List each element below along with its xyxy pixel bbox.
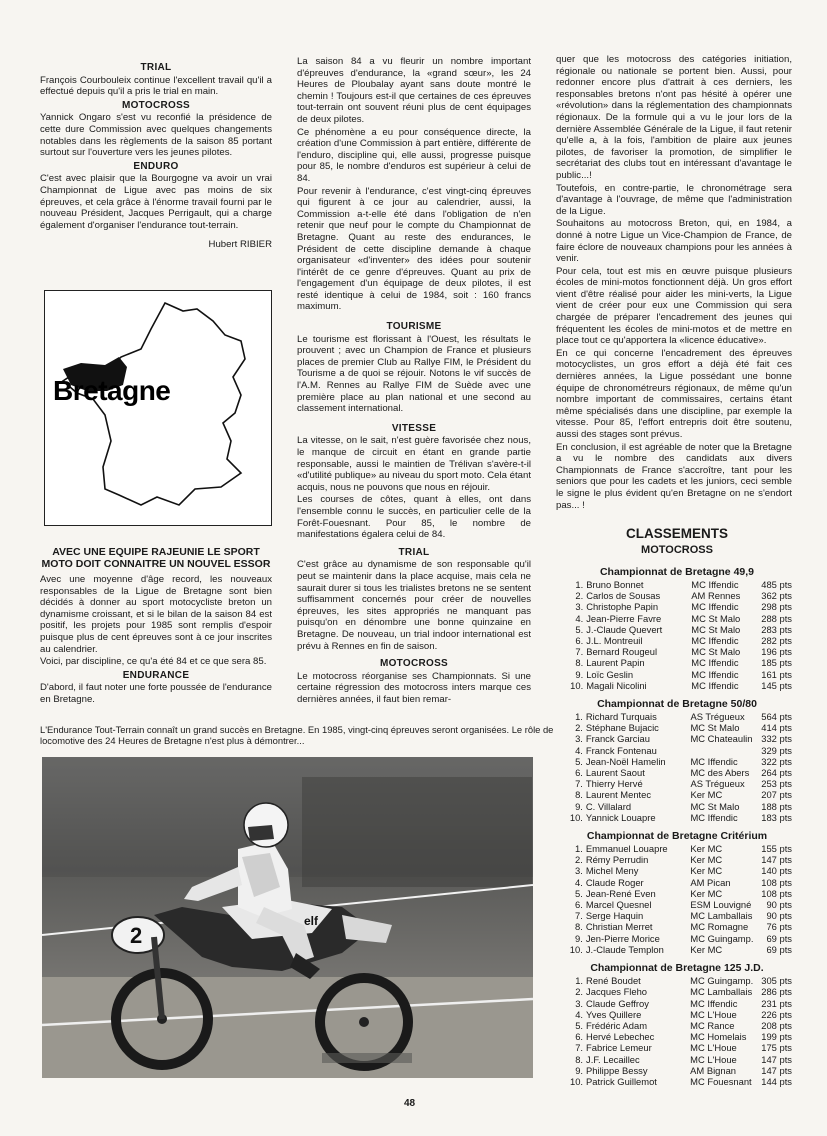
rank-pos: 9. [575, 800, 583, 812]
rank-name: Marcel Quesnel [585, 899, 652, 911]
rank-pos: 5. [575, 1019, 584, 1031]
rank-name: Philippe Bessy [586, 1064, 648, 1076]
rank-pts: 155 pts [761, 843, 792, 855]
table-row [562, 899, 792, 910]
motocross-heading-2: MOTOCROSS [379, 658, 449, 670]
rank-club [690, 745, 761, 756]
tourisme-heading: TOURISME [386, 321, 442, 333]
ranking-table [562, 579, 792, 691]
rank-pts: 208 pts [761, 1019, 792, 1031]
rank-pts: 108 pts [761, 876, 792, 888]
rank-name: J.-Claude Templon [585, 943, 664, 955]
table-row [562, 1020, 792, 1031]
rank-pts: 288 pts [761, 612, 792, 624]
map-label: Bretagne [53, 375, 171, 406]
championship-title: Championnat de Bretagne Critérium [586, 830, 768, 843]
rank-pts: 305 pts [761, 975, 792, 987]
rank-name: Richard Turquais [585, 711, 657, 723]
rank-pts: 253 pts [761, 778, 792, 790]
rank-club: MC Iffendic [691, 679, 739, 691]
rank-name: Emmanuel Louapre [585, 843, 668, 855]
table-row [562, 910, 792, 921]
rank-name: Jean-Noël Hamelin [585, 755, 666, 767]
rank-name: C. Villalard [585, 800, 632, 812]
table-row [562, 680, 792, 691]
enduro-heading: ENDURO [133, 160, 179, 172]
table-row [562, 711, 792, 722]
rank-pos: 10. [569, 943, 583, 955]
col3-p1: quer que les motocross des catégories initiation, régionale ou nationale se portent bien. Aussi, pour redonner encore plus d'attrait à ces derniers, les responsables bretons n'ont pas hésité à opérer une «révolution» dans la réglementation des championnats régionaux. De la formule qui a vu le jour lors de la dernière Assemblée Générale de la Ligue, il faut retenir qu'elle a, à la fois, l'ambition de plaire aux jeunes pilotes, de favoriser la promotion, de simplifier le secrétariat des clubs tout en intéressant d'avantage le public...! [556, 54, 792, 181]
rank-name: Jean-René Even [585, 887, 656, 899]
article-p1: Avec une moyenne d'âge record, les nouveaux responsables de la Ligue de Bretagne sont bien décidés à donner au sport motocycliste breton un dynamisme croissant, et si le bilan de la saison 84 est positif, les projets pour 1985 sont remplis d'espoir puisque plus de cent épreuves sont à ce jour inscrites au calendrier. [40, 574, 272, 655]
rank-pos: 9. [575, 932, 583, 944]
table-row [562, 733, 792, 744]
rank-club: MC Homelais [690, 1031, 747, 1043]
championship-title: Championnat de Bretagne 125 J.D. [590, 962, 764, 975]
rank-name: Laurent Mentec [585, 789, 652, 801]
table-row [562, 756, 792, 767]
rank-pts: 322 pts [761, 755, 792, 767]
rank-pos: 1. [575, 711, 583, 723]
rank-pos: 6. [575, 1031, 584, 1043]
rank-pts: 108 pts [761, 887, 792, 899]
col3-p4: Pour cela, tout est mis en œuvre puisque plusieurs écoles de mini-motos fonctionnent déjà. Un gros effort vient d'être réalisé pour aider les mini-verts, la Ligue vient de créer pour eux une Commission qui sera chargée de préparer l'encadrement des jeunes qui fréquentent les écoles de mini-motos et de mettre en place tout ce qu'apportera la «licence éducative». [556, 265, 792, 347]
rank-pos: 2. [575, 722, 583, 734]
rank-name: Rémy Perrudin [585, 854, 649, 866]
championship-title: Championnat de Bretagne 49,9 [599, 566, 755, 578]
rank-club: MC Iffendic [690, 755, 738, 767]
rank-pts: 140 pts [761, 865, 792, 877]
rank-pos: 9. [575, 668, 584, 680]
sponsor-logo: elf [304, 914, 319, 928]
rank-name: Fabrice Lemeur [586, 1042, 652, 1054]
col3-p2: Toutefois, en contre-partie, le chronométrage sera d'avantage à l'ouvrage, de même que l'administration de la Ligue. [556, 182, 792, 217]
rank-club: MC Lamballais [690, 910, 753, 922]
table-row [562, 854, 792, 865]
rank-name: Frédéric Adam [586, 1019, 648, 1031]
endurance-heading: ENDURANCE [122, 669, 190, 681]
rank-name: Patrick Guillemot [586, 1075, 657, 1087]
rank-pos: 5. [575, 887, 583, 899]
rank-pos: 8. [575, 657, 584, 669]
rank-pts: 264 pts [761, 767, 792, 779]
rank-club: MC L'Houe [690, 1008, 737, 1020]
rank-pts: 226 pts [761, 1008, 792, 1020]
rank-pos: 5. [575, 755, 583, 767]
col2-p1: La saison 84 a vu fleurir un nombre important d'épreuves d'endurance, la «grand sœur», les 24 Heures de Ploubalay ayant sans doute montré le chemin ! Toujours est-il que certaines de ces épreuves tout-terrain ont souvent réuni plus de cent équipages de deux pilotes. [297, 56, 531, 125]
ranking-table [562, 975, 792, 1087]
rank-name: Jen-Pierre Morice [585, 932, 660, 944]
article-headline: AVEC UNE EQUIPE RAJEUNIE LE SPORT MOTO DOIT CONNAITRE UN NOUVEL ESSOR [41, 546, 271, 570]
rank-pts: 332 pts [761, 733, 792, 745]
rank-pos: 7. [575, 646, 584, 658]
table-row [562, 601, 792, 612]
rank-name: Jean-Pierre Favre [586, 612, 662, 624]
rank-club: MC Rance [690, 1019, 735, 1031]
rank-pts: 145 pts [761, 679, 792, 691]
rank-pts: 362 pts [761, 590, 792, 602]
rank-name: Yannick Louapre [585, 811, 656, 823]
signature: Hubert RIBIER [208, 239, 272, 251]
rank-pts: 485 pts [761, 579, 792, 590]
classements-title: CLASSEMENTS [625, 526, 728, 541]
rank-pts: 286 pts [761, 986, 792, 998]
col3-p5: En ce qui concerne l'encadrement des épreuves motocyclistes, un gros effort a déjà été fait ces dernières années, la Ligue possédant une bonne équipe de chronométreurs régionaux, de même qu'un nombre important de commissaires, certains étant même spécialisés dans une discipline, par exemple la vitesse. Pour 85, l'effort entrepris doit être soutenu, aussi des stages sont prévus. [556, 347, 792, 440]
rank-club: Ker MC [690, 865, 723, 877]
rank-pos: 7. [575, 1042, 584, 1054]
rank-pts: 282 pts [761, 635, 792, 647]
rank-club: MC Iffendic [691, 668, 739, 680]
table-row [562, 624, 792, 635]
rank-pts: 185 pts [761, 657, 792, 669]
table-row [562, 613, 792, 624]
motorcycle-rider-photo-icon [42, 757, 533, 1078]
table-row [562, 801, 792, 812]
rank-pts: 298 pts [761, 601, 792, 613]
rank-name: Christian Merret [585, 921, 653, 933]
rank-pts: 414 pts [761, 722, 792, 734]
rank-pts: 188 pts [761, 800, 792, 812]
rank-club: MC Chateaulin [690, 733, 753, 745]
rank-club: Ker MC [690, 789, 723, 801]
trial-text: François Courbouleix continue l'excellent travail qu'il a effectué depuis qu'il a pris le trial en main. [40, 74, 272, 98]
rank-pts: 329 pts [761, 744, 792, 756]
rank-name: Loïc Geslin [586, 668, 634, 680]
table-row [562, 579, 792, 590]
rank-name: Carlos de Sousas [586, 590, 661, 602]
col2-p8: Le motocross réorganise ses Championnats. Si une certaine régression des motocross inters marque ces dernières années, il faut bien remar- [297, 670, 531, 705]
rank-name: Christophe Papin [586, 601, 659, 613]
rank-pos: 8. [575, 921, 583, 933]
rank-pos: 4. [575, 744, 583, 756]
rank-club: MC des Abers [690, 767, 750, 779]
rank-club: MC Lamballais [690, 986, 753, 998]
rank-name: J.-Claude Quevert [586, 623, 663, 635]
rank-pos: 2. [575, 590, 584, 602]
rank-name: Franck Garciau [585, 733, 650, 745]
motocross-heading: MOTOCROSS [121, 99, 191, 111]
rank-name: Laurent Saout [585, 767, 645, 779]
rank-name: Franck Fontenau [585, 744, 657, 756]
rank-name: J.L. Montreuil [586, 635, 643, 647]
rank-name: Claude Roger [585, 876, 644, 888]
ranking-table [562, 711, 792, 823]
rank-club: ESM Louvigné [690, 899, 752, 911]
rank-name: Stéphane Bujacic [585, 722, 659, 734]
rank-pts: 144 pts [761, 1075, 792, 1087]
table-row [562, 998, 792, 1009]
rank-pts: 161 pts [761, 668, 792, 680]
rank-pos: 3. [575, 865, 583, 877]
rank-pos: 1. [575, 975, 584, 987]
table-row [562, 921, 792, 932]
rank-name: Yves Quillere [586, 1008, 642, 1020]
rank-pts: 147 pts [761, 854, 792, 866]
table-row [562, 1065, 792, 1076]
rank-club: MC Fouesnant [690, 1075, 752, 1087]
table-row [562, 789, 792, 800]
championships-list [562, 566, 792, 1087]
rank-pts: 183 pts [761, 811, 792, 823]
table-row [562, 745, 792, 756]
rank-pos: 9. [575, 1064, 584, 1076]
rank-pos: 4. [575, 876, 583, 888]
rank-club: MC Iffendic [691, 657, 739, 669]
rank-club: AM Pican [690, 876, 731, 888]
table-row [562, 865, 792, 876]
rank-club: MC Iffendic [691, 635, 739, 647]
rank-pos: 7. [575, 910, 583, 922]
rank-pts: 90 pts [766, 910, 792, 922]
article-p3: D'abord, il faut noter une forte poussée de l'endurance en Bretagne. [40, 682, 272, 705]
table-row [562, 877, 792, 888]
rank-pos: 4. [575, 1008, 584, 1020]
rank-club: Ker MC [690, 854, 723, 866]
rank-pos: 10. [570, 679, 584, 691]
rank-name: Laurent Papin [586, 657, 645, 669]
rank-club: MC Guingamp. [690, 932, 754, 944]
rank-name: Claude Geffroy [586, 997, 649, 1009]
rank-pos: 2. [575, 854, 583, 866]
rank-pos: 3. [575, 733, 583, 745]
table-row [562, 975, 792, 986]
rank-pts: 231 pts [761, 997, 792, 1009]
col3-p6: En conclusion, il est agréable de noter que la Bretagne a vu le nombre des candidats aux divers Championnats de France s'accroître, tant pour les seniors que pour les cadets et les juniors, ceci semble le signe le plus évident qu'en Bretagne on ne s'endort pas... ! [556, 441, 792, 511]
rank-club: MC Iffendic [691, 579, 739, 590]
rank-pos: 2. [575, 986, 584, 998]
page-number: 48 [404, 1098, 416, 1109]
rank-pts: 199 pts [761, 1031, 792, 1043]
table-row [562, 888, 792, 899]
bretagne-map [44, 290, 272, 526]
table-row [562, 843, 792, 854]
column-middle [297, 56, 531, 706]
col2-p6: Les courses de côtes, quant à elles, ont dans l'ensemble connu le succès, en particulier celle de la Forêt-Fouesnant. Pour 85, le nombre de manifestations égalera celui de 84. [297, 494, 531, 541]
rank-club: AS Trégueux [690, 778, 745, 790]
rank-name: Michel Meny [585, 865, 639, 877]
table-row [562, 1076, 792, 1087]
rank-club: MC Romagne [690, 921, 749, 933]
rank-club: MC Iffendic [691, 601, 739, 613]
rank-club: Ker MC [690, 943, 723, 955]
enduro-text: C'est avec plaisir que la Bourgogne va avoir un vrai Championnat de Ligue avec pas moins de six épreuves, et cela grâce à l'énorme travail fourni par le nouveau Président, Jacques Perrigault, qui a charge également d'organiser l'endurance tout-terrain. [40, 173, 272, 231]
rank-pts: 90 pts [766, 899, 792, 911]
col2-p3: Pour revenir à l'endurance, c'est vingt-cinq épreuves qui figurent à ce jour au calendrier, aussi, la Commission a-t-elle été dans l'obligation de n'en retenir que neuf pour le compte du Championnat de Bretagne. Quant au reste des endurances, le Président de cette discipline demande à chaque organisateur «d'inventer» des idées pour soutenir l'intérêt de ce genre d'épreuves. Quant au prix de l'engagement d'un équipage de deux pilotes, il est resté identique à celui de 1984, soit : 160 francs maximum. [297, 185, 531, 313]
classements-subtitle: MOTOCROSS [641, 544, 713, 556]
rank-name: Bernard Rougeul [586, 646, 658, 658]
table-row [562, 669, 792, 680]
table-row [562, 778, 792, 789]
rank-pos: 3. [575, 997, 584, 1009]
rank-club: MC St Malo [690, 722, 740, 734]
rank-pts: 147 pts [761, 1053, 792, 1065]
article-left [40, 542, 272, 707]
rank-pos: 6. [575, 899, 583, 911]
rank-pos: 4. [575, 612, 584, 624]
rank-club: Ker MC [690, 887, 723, 899]
rank-pos: 10. [569, 811, 583, 823]
trial-heading-2: TRIAL [398, 546, 430, 558]
rank-name: René Boudet [586, 975, 641, 987]
table-row [562, 635, 792, 646]
rank-club: MC St Malo [691, 646, 741, 658]
rank-club: MC Guingamp. [690, 975, 754, 987]
table-row [562, 812, 792, 823]
table-row [562, 722, 792, 733]
col2-p5: La vitesse, on le sait, n'est guère favorisée chez nous, le manque de circuit en étant en grande partie responsable, aussi le maintien de Trélivan s'avère-t-il «d'utilité publique» au niveau du sport moto. Cela étant acquis, nous ne pouvons que nous en réjouir. [297, 435, 531, 493]
table-row [562, 1042, 792, 1053]
col2-p7: C'est grâce au dynamisme de son responsable qu'il peut se maintenir dans la place acquise, mais cela ne saurait durer si tous les trialistes bretons ne se sentent suffisamment concernés pour créer de nouvelles épreuves, les sites appropriés ne manquant pas puisqu'on en dénombre une bonne quinzaine en Bretagne. De nouveau, un trial indoor international est prévu à Rennes en fin de saison. [297, 559, 531, 652]
rank-pts: 283 pts [761, 623, 792, 635]
rank-club: MC St Malo [691, 623, 741, 635]
rank-pts: 69 pts [766, 932, 792, 944]
table-row [562, 986, 792, 997]
rank-club: MC L'Houe [690, 1042, 737, 1054]
table-row [562, 1054, 792, 1065]
rank-pts: 175 pts [761, 1042, 792, 1054]
rank-name: Jacques Fleho [586, 986, 648, 998]
rank-pts: 207 pts [761, 789, 792, 801]
classements [562, 526, 792, 1087]
motocross-photo [42, 757, 533, 1078]
number-plate: 2 [130, 923, 143, 948]
rank-pts: 196 pts [761, 646, 792, 658]
table-row [562, 1009, 792, 1020]
rank-club: AM Bignan [690, 1064, 737, 1076]
rank-club: AM Rennes [691, 590, 741, 602]
france-map-icon [45, 291, 271, 525]
rank-club: AS Trégueux [690, 711, 745, 723]
rank-name: Thierry Hervé [585, 778, 643, 790]
table-row [562, 646, 792, 657]
rank-pos: 3. [575, 601, 584, 613]
rank-club: Ker MC [690, 843, 723, 855]
rank-pos: 5. [575, 623, 584, 635]
column-right [556, 54, 792, 512]
table-row [562, 767, 792, 778]
rank-pos: 1. [575, 579, 584, 590]
rank-pts: 69 pts [766, 943, 792, 955]
col2-p4: Le tourisme est florissant à l'Ouest, les résultats le prouvent ; avec un Champion de France et plusieurs places de premier Club au Rallye FIM, le Président du Tourisme a de quoi se réjouir. Notons le vif succès de l'A.M. Rennes au Rallye FIM de Suède avec une première place au plan national et une second au classement international. [297, 333, 531, 415]
photo-caption: L'Endurance Tout-Terrain connaît un grand succès en Bretagne. En 1985, vingt-cinq épreuves seront organisées. Le rôle de locomotive des 24 Heures de Bretagne n'est plus à démontrer... [40, 724, 554, 747]
table-row [562, 1031, 792, 1042]
rank-pos: 10. [570, 1075, 584, 1087]
motocross-text: Yannick Ongaro s'est vu reconfié la présidence de cette dure Commission avec quelques changements notables dans les règlements de la saison 85 portant surtout sur l'ouverture vers les jeunes pilotes. [40, 112, 272, 159]
rank-name: Magali Nicolini [586, 679, 647, 691]
rank-pts: 147 pts [761, 1064, 792, 1076]
rank-pts: 564 pts [761, 711, 792, 723]
rank-pos: 7. [575, 778, 583, 790]
rank-name: Hervé Lebechec [586, 1031, 655, 1043]
ranking-table [562, 843, 792, 955]
rank-pos: 6. [575, 767, 583, 779]
rank-club: MC St Malo [691, 612, 741, 624]
rank-name: Serge Haquin [585, 910, 644, 922]
rank-pos: 6. [575, 635, 584, 647]
table-row [562, 933, 792, 944]
col3-p3: Souhaitons au motocross Breton, qui, en 1984, a donné à notre Ligue un Vice-Champion de France, de faire éclore de nouveaux champions pour les années à venir. [556, 218, 792, 265]
table-row [562, 944, 792, 955]
col2-p2: Ce phénomène a eu pour conséquence directe, la création d'une Commission à part entière, différente de l'enduro, discipline qui, elle aussi, progresse puisque pour 85, le nombre d'enduros est supérieur à celui de 84. [297, 126, 531, 184]
rank-club: MC St Malo [690, 800, 740, 812]
rank-name: Bruno Bonnet [586, 579, 644, 590]
rank-club: MC L'Houe [690, 1053, 737, 1065]
trial-heading: TRIAL [140, 62, 172, 73]
rank-pts: 76 pts [766, 921, 792, 933]
rank-name: J.F. Lecaillec [586, 1053, 640, 1065]
championship-title: Championnat de Bretagne 50/80 [597, 698, 757, 711]
article-p2: Voici, par discipline, ce qu'a été 84 et ce que sera 85. [40, 656, 267, 668]
table-row [562, 657, 792, 668]
rank-club: MC Iffendic [690, 997, 738, 1009]
table-row [562, 590, 792, 601]
vitesse-heading: VITESSE [391, 422, 437, 434]
column-left [40, 60, 272, 251]
rank-club: MC Iffendic [690, 811, 738, 823]
rank-pos: 8. [575, 1053, 584, 1065]
rank-pos: 8. [575, 789, 583, 801]
rank-pos: 1. [575, 843, 583, 855]
